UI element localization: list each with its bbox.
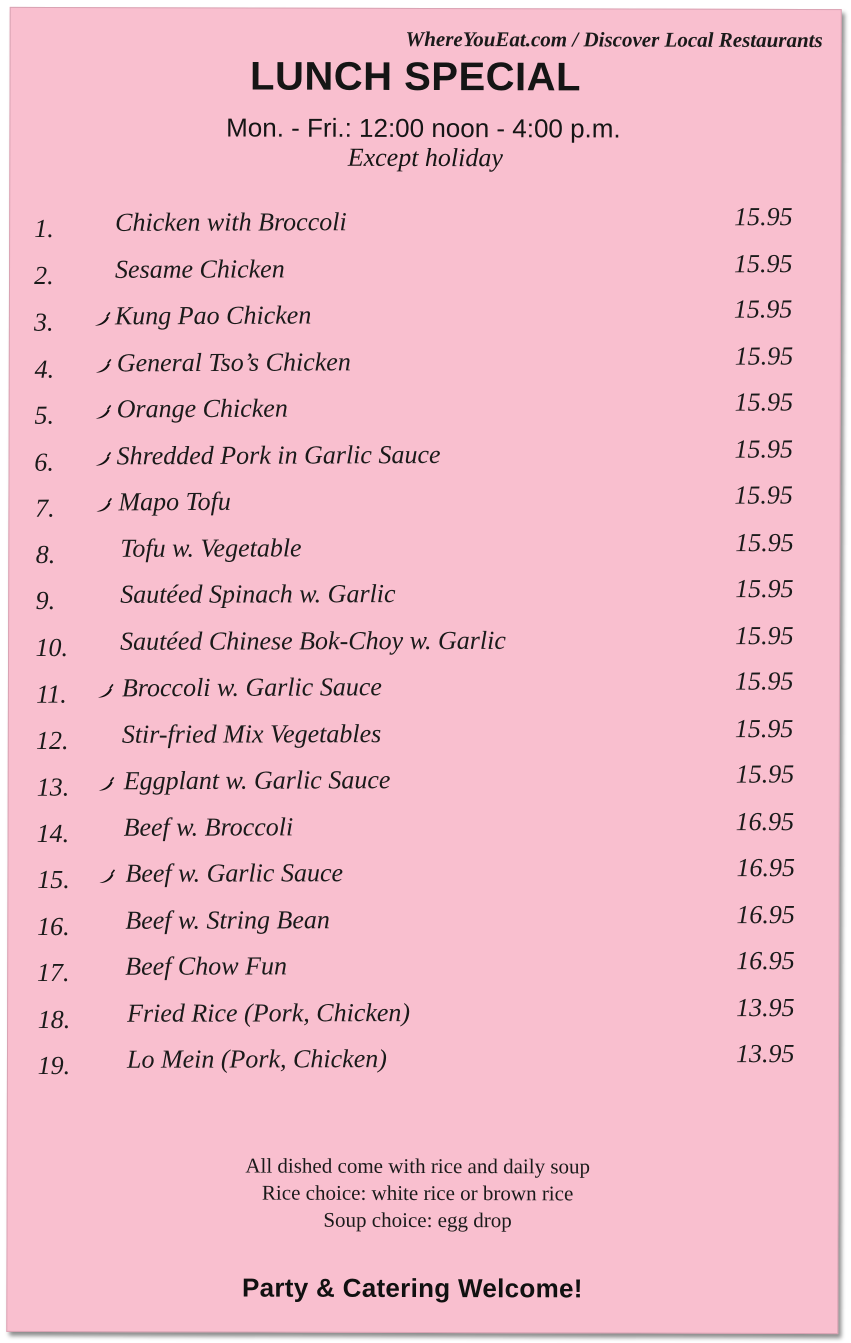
- chili-pepper-icon: [95, 451, 113, 467]
- item-name: Chicken with Broccoli: [115, 207, 347, 237]
- chili-pepper-icon: [95, 497, 113, 513]
- menu-item: [9, 759, 839, 809]
- hours-text: Mon. - Fri.: 12:00 noon - 4:00 p.m.: [226, 112, 621, 144]
- item-name: Sautéed Spinach w. Garlic: [120, 579, 396, 609]
- menu-item: [9, 434, 839, 484]
- item-number: 17.: [36, 957, 70, 988]
- menu-item: [10, 202, 840, 251]
- item-name: Beef Chow Fun: [125, 951, 288, 981]
- menu-item: [10, 294, 840, 344]
- item-number: 3.: [33, 307, 54, 337]
- item-name: Beef w. String Bean: [125, 904, 330, 935]
- menu-item: [8, 853, 838, 902]
- footer-notes: [0, 1152, 838, 1235]
- item-price: 15.95: [735, 620, 794, 650]
- item-price: 15.95: [734, 433, 794, 464]
- item-price: 15.95: [734, 480, 793, 510]
- except-holiday-text: Except holiday: [347, 142, 503, 173]
- menu-item: [9, 713, 839, 762]
- item-price: 16.95: [735, 806, 795, 836]
- item-name: Fried Rice (Pork, Chicken): [127, 997, 411, 1028]
- item-price: 15.95: [733, 294, 793, 324]
- item-price: 13.95: [736, 992, 795, 1022]
- menu-item: [9, 666, 839, 716]
- item-name: Tofu w. Vegetable: [120, 532, 302, 563]
- menu-item: [9, 620, 839, 669]
- item-name: Beef w. Garlic Sauce: [125, 858, 344, 888]
- item-price: 15.95: [735, 759, 795, 789]
- menu-item: [8, 1039, 838, 1088]
- footer-line-3: Soup choice: egg drop: [323, 1207, 512, 1233]
- item-price: 15.95: [735, 527, 794, 557]
- menu-item: [10, 387, 840, 437]
- menu-item: [9, 527, 839, 576]
- item-number: 9.: [35, 585, 56, 616]
- item-number: 19.: [37, 1050, 71, 1081]
- item-number: 14.: [36, 818, 70, 848]
- item-number: 12.: [35, 725, 69, 755]
- catering-banner: Party & Catering Welcome!: [241, 1272, 583, 1304]
- item-number: 7.: [34, 493, 55, 523]
- menu-item: [9, 480, 839, 530]
- chili-pepper-icon: [94, 311, 112, 327]
- item-name: Mapo Tofu: [118, 486, 231, 517]
- footer-line-2: Rice choice: white rice or brown rice: [261, 1180, 574, 1206]
- item-name: Lo Mein (Pork, Chicken): [126, 1044, 387, 1074]
- item-price: 15.95: [734, 666, 794, 696]
- item-name: General Tso’s Chicken: [116, 346, 351, 377]
- chili-pepper-icon: [95, 404, 113, 420]
- item-name: Broccoli w. Garlic Sauce: [121, 672, 382, 703]
- item-number: 5.: [34, 400, 55, 430]
- chili-pepper-icon: [95, 358, 113, 374]
- menu-item: [10, 341, 840, 391]
- footer-line-1: All dished come with rice and daily soup: [245, 1153, 591, 1179]
- item-price: 15.95: [734, 713, 794, 743]
- menu-item: [8, 899, 838, 948]
- menu-item: [8, 992, 838, 1041]
- item-number: 2.: [34, 260, 54, 290]
- item-number: 11.: [36, 679, 67, 709]
- item-name: Stir-fried Mix Vegetables: [121, 718, 382, 749]
- item-price: 15.95: [733, 248, 793, 278]
- chili-pepper-icon: [98, 869, 116, 885]
- item-price: 15.95: [734, 202, 793, 232]
- menu-item: [9, 574, 839, 623]
- menu-item: [10, 248, 840, 297]
- item-number: 1.: [34, 213, 54, 244]
- item-number: 15.: [37, 864, 70, 895]
- item-number: 18.: [37, 1004, 71, 1034]
- item-price: 13.95: [735, 1039, 795, 1069]
- item-number: 6.: [34, 447, 54, 477]
- menu-items-list: [8, 202, 840, 1088]
- item-price: 16.95: [736, 853, 795, 883]
- item-name: Beef w. Broccoli: [123, 811, 294, 842]
- item-price: 15.95: [734, 387, 794, 417]
- page-title: LUNCH SPECIAL: [250, 54, 582, 100]
- chili-pepper-icon: [97, 683, 115, 699]
- menu-item: [8, 946, 838, 995]
- chili-pepper-icon: [98, 776, 116, 792]
- item-name: Orange Chicken: [116, 393, 288, 424]
- item-number: 16.: [37, 911, 70, 941]
- item-name: Eggplant w. Garlic Sauce: [123, 765, 391, 796]
- item-number: 8.: [35, 539, 56, 569]
- item-name: Shredded Pork in Garlic Sauce: [116, 439, 441, 470]
- item-name: Kung Pao Chicken: [114, 300, 312, 331]
- item-price: 15.95: [735, 574, 794, 604]
- menu-item: [9, 806, 839, 855]
- item-number: 4.: [34, 354, 55, 384]
- item-price: 16.95: [736, 899, 795, 929]
- item-price: 16.95: [736, 946, 795, 976]
- watermark: WhereYouEat.com / Discover Local Restaurants: [405, 26, 823, 53]
- item-number: 10.: [35, 632, 69, 662]
- item-price: 15.95: [734, 340, 794, 371]
- menu-page: [6, 7, 841, 1334]
- item-number: 13.: [36, 772, 70, 802]
- item-name: Sesame Chicken: [114, 253, 285, 284]
- item-name: Sautéed Chinese Bok-Choy w. Garlic: [120, 625, 506, 656]
